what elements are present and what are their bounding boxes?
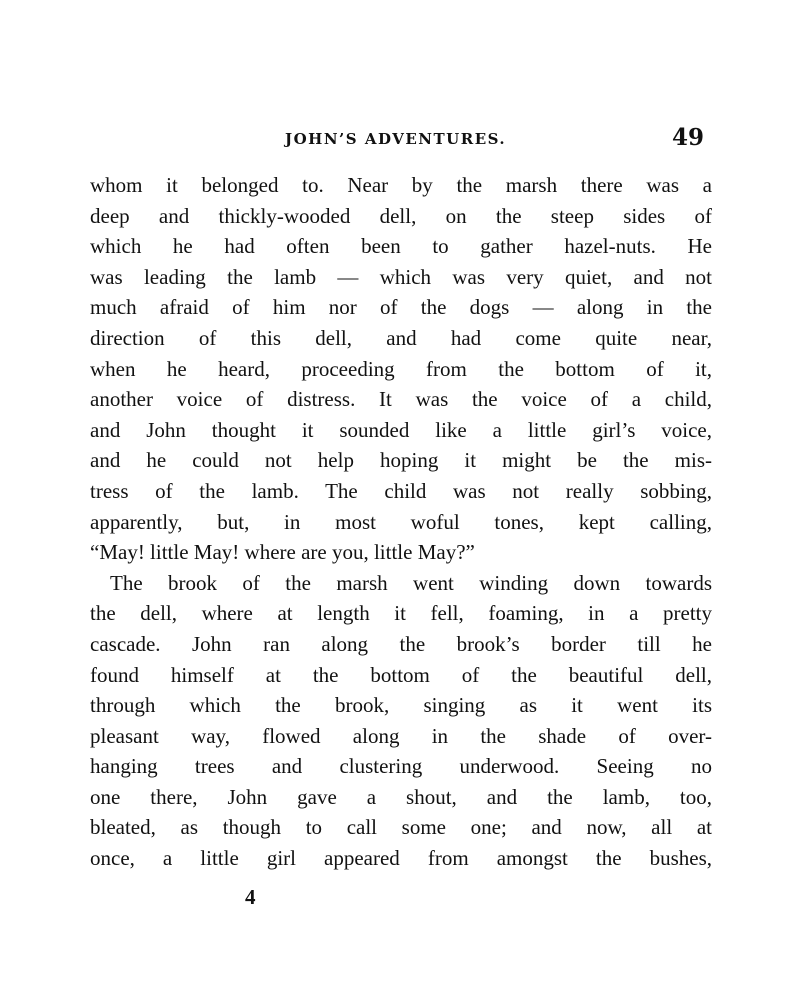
running-title: JOHN’S ADVENTURES. bbox=[285, 130, 507, 148]
text-line: whom it belonged to. Near by the marsh there was a bbox=[90, 173, 712, 197]
text-line: was leading the lamb — which was very quiet, and not bbox=[90, 264, 712, 289]
text-line: “May! little May! where are you, little May?” bbox=[90, 540, 475, 565]
text-line: much afraid of him nor of the dogs — along in the bbox=[90, 295, 712, 320]
text-line: deep and thickly-wooded dell, on the steep sides of bbox=[90, 203, 712, 228]
body-text bbox=[90, 170, 712, 874]
text-line: another voice of distress. It was the voice of a child, bbox=[90, 387, 712, 412]
text-line: when he heard, proceeding from the bottom of it, bbox=[90, 356, 712, 381]
text-line: the dell, where at length it fell, foaming, in a pretty bbox=[90, 601, 712, 626]
text-line: pleasant way, flowed along in the shade of over- bbox=[90, 723, 712, 748]
page-number: 49 bbox=[672, 124, 705, 151]
text-line: which he had often been to gather hazel-nuts. He bbox=[90, 234, 712, 259]
signature-mark: 4 bbox=[245, 885, 256, 909]
text-line: through which the brook, singing as it went its bbox=[90, 693, 712, 718]
text-line: bleated, as though to call some one; and now, all at bbox=[90, 815, 712, 840]
text-line: cascade. John ran along the brook’s border till he bbox=[90, 631, 712, 656]
text-line: and he could not help hoping it might be the mis- bbox=[90, 448, 712, 473]
paragraph-start-line: The brook of the marsh went winding down towards bbox=[110, 570, 712, 595]
text-line: direction of this dell, and had come quite near, bbox=[90, 325, 712, 350]
text-line: and John thought it sounded like a little girl’s voice, bbox=[90, 417, 712, 442]
text-line: tress of the lamb. The child was not really sobbing, bbox=[90, 478, 712, 503]
text-line: one there, John gave a shout, and the lamb, too, bbox=[90, 784, 712, 809]
text-line: once, a little girl appeared from amongst the bushes, bbox=[90, 846, 712, 871]
text-line: hanging trees and clustering underwood. Seeing no bbox=[90, 754, 712, 779]
text-line: apparently, but, in most woful tones, kept calling, bbox=[90, 509, 712, 534]
text-line: found himself at the bottom of the beautiful dell, bbox=[90, 662, 712, 687]
